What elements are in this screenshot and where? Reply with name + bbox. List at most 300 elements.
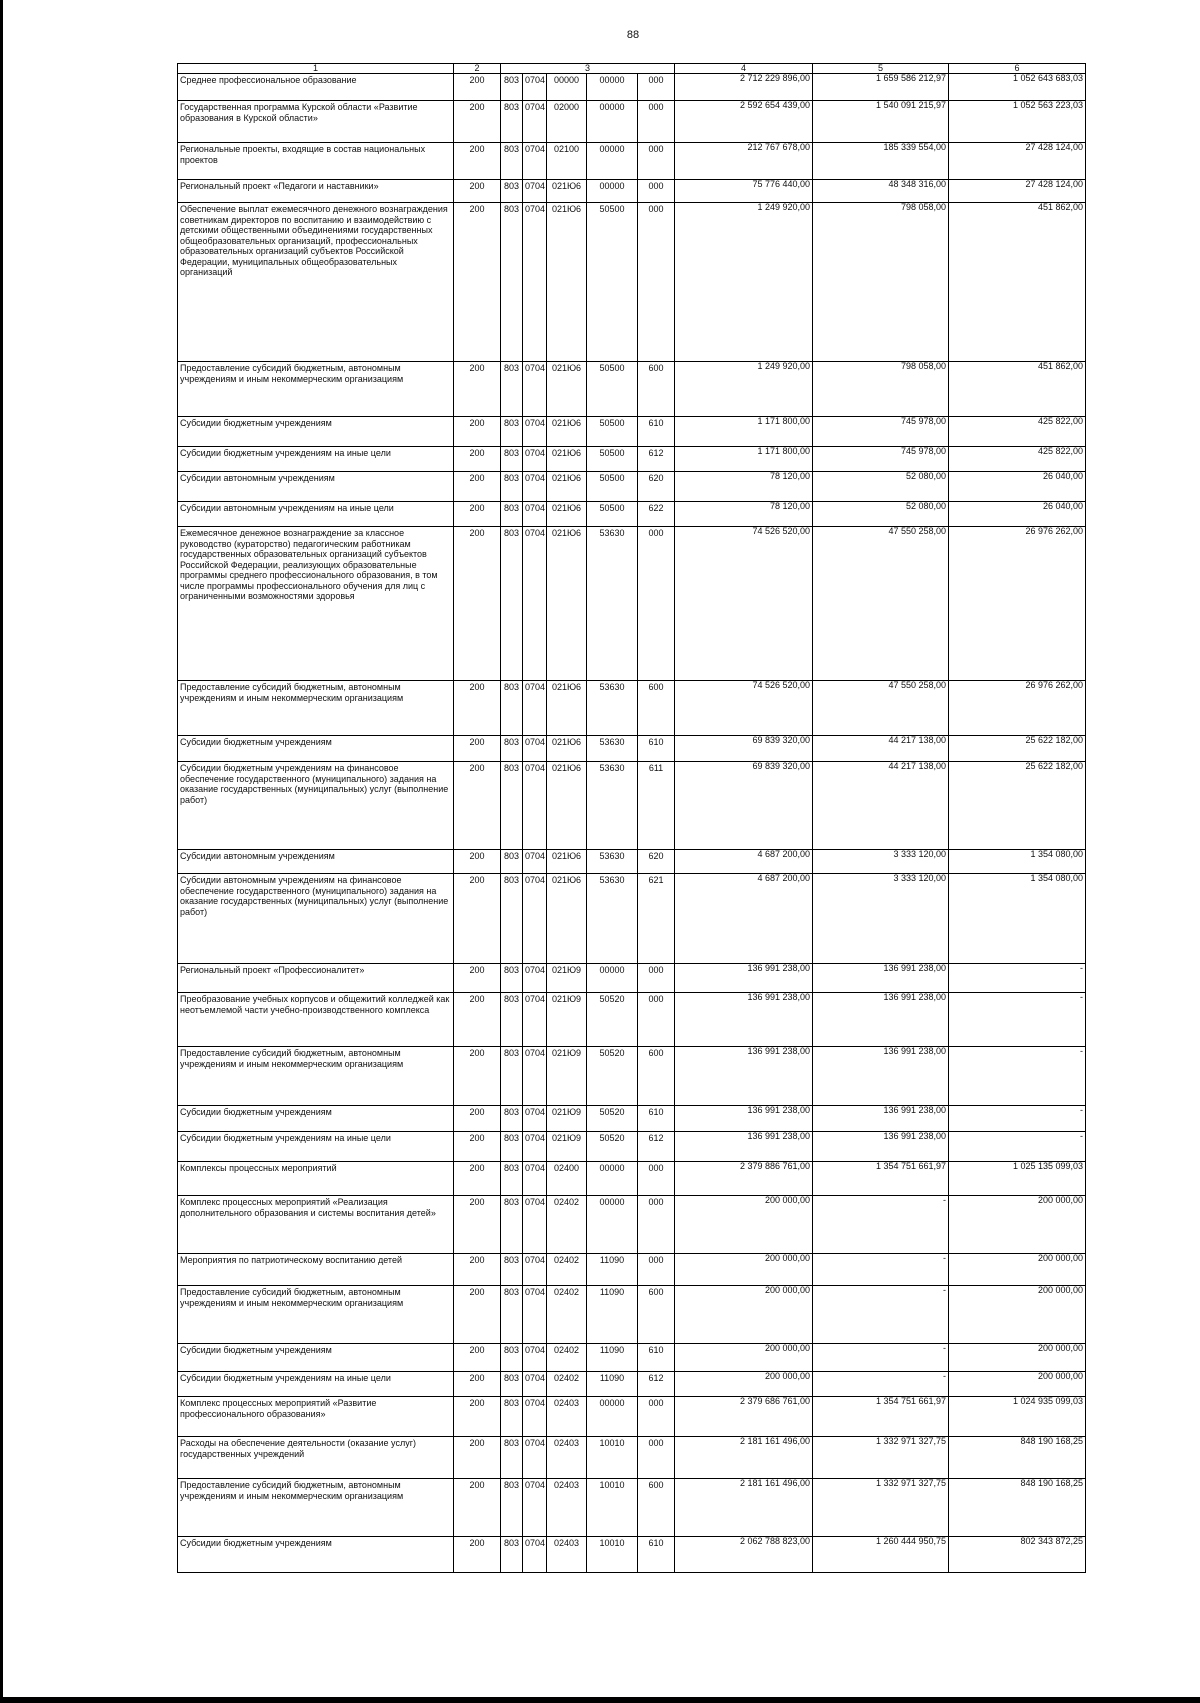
- amount-col5-value: 798 058,00: [900, 202, 947, 212]
- amount-col6-value: 1 052 563 223,03: [1012, 100, 1084, 110]
- amount-col4-value: 2 181 161 496,00: [739, 1478, 811, 1488]
- code-expense-type: 600: [638, 1047, 675, 1106]
- row-title: Мероприятия по патриотическому воспитанию детей: [178, 1254, 454, 1286]
- table-row: [178, 874, 1086, 964]
- code-direction: 11090: [587, 1254, 638, 1286]
- amount-col5-value: 136 991 238,00: [883, 1105, 947, 1115]
- code-admin: 803: [501, 417, 523, 447]
- amount-col5-value: 1 260 444 950,75: [875, 1536, 947, 1546]
- amount-col4: [675, 736, 813, 762]
- row-title: Региональный проект «Педагоги и наставники»: [178, 180, 454, 203]
- table-row: [178, 203, 1086, 362]
- code-expense-type: 612: [638, 1132, 675, 1162]
- code-section: 0704: [523, 362, 547, 417]
- code-col2: 200: [454, 964, 501, 993]
- table-row: [178, 472, 1086, 502]
- amount-col5-value: 1 332 971 327,75: [875, 1436, 947, 1446]
- code-section: 0704: [523, 1286, 547, 1344]
- amount-col6-value: 26 040,00: [1042, 501, 1084, 511]
- code-expense-type: 612: [638, 447, 675, 472]
- code-section: 0704: [523, 502, 547, 527]
- code-col2: 200: [454, 362, 501, 417]
- amount-col4: [675, 1372, 813, 1397]
- table-row: [178, 1479, 1086, 1537]
- code-direction: 00000: [587, 1162, 638, 1196]
- amount-col6: [949, 1196, 1086, 1254]
- amount-col6: [949, 74, 1086, 101]
- amount-col4: [675, 74, 813, 101]
- amount-col6: [949, 362, 1086, 417]
- amount-col5: [813, 1132, 949, 1162]
- amount-col4-value: 136 991 238,00: [747, 963, 811, 973]
- code-direction: 50520: [587, 1132, 638, 1162]
- amount-col4: [675, 874, 813, 964]
- amount-col6-value: 1 052 643 683,03: [1012, 73, 1084, 83]
- table-row: [178, 1344, 1086, 1372]
- code-program: 00000: [547, 74, 587, 101]
- amount-col5: [813, 1254, 949, 1286]
- table-row: [178, 850, 1086, 874]
- code-expense-type: 000: [638, 1162, 675, 1196]
- code-expense-type: 600: [638, 362, 675, 417]
- code-col2: 200: [454, 1132, 501, 1162]
- amount-col6-value: 425 822,00: [1037, 416, 1084, 426]
- amount-col5-value: 136 991 238,00: [883, 963, 947, 973]
- amount-col6-value: 26 976 262,00: [1025, 526, 1084, 536]
- row-title: Субсидии бюджетным учреждениям на финансовое обеспечение государственного (муниципального) задания на оказание государственных (муниципальных) услуг (выполнение работ): [178, 762, 454, 850]
- row-title: Обеспечение выплат ежемесячного денежного вознаграждения советникам директоров по воспитанию и взаимодействию с детскими общественными объединениями государственных общеобразовательных организаций, профессиональных образовательных организаций субъектов Российской Федерации, муниципальных общеобразовательных организаций: [178, 203, 454, 362]
- amount-col6-value: 200 000,00: [1037, 1371, 1084, 1381]
- code-section: 0704: [523, 74, 547, 101]
- amount-col4-value: 136 991 238,00: [747, 992, 811, 1002]
- row-title: Субсидии бюджетным учреждениям: [178, 1344, 454, 1372]
- code-col2: 200: [454, 502, 501, 527]
- amount-col4-value: 75 776 440,00: [752, 179, 811, 189]
- code-direction: 00000: [587, 143, 638, 180]
- code-section: 0704: [523, 1344, 547, 1372]
- amount-col5: [813, 1196, 949, 1254]
- amount-col6-value: -: [1080, 1131, 1084, 1141]
- table-row: [178, 1047, 1086, 1106]
- code-admin: 803: [501, 1397, 523, 1437]
- amount-col5-value: 136 991 238,00: [883, 1046, 947, 1056]
- code-direction: 50520: [587, 1047, 638, 1106]
- amount-col5: [813, 417, 949, 447]
- table-row: [178, 1254, 1086, 1286]
- amount-col4-value: 74 526 520,00: [752, 680, 811, 690]
- amount-col6: [949, 180, 1086, 203]
- amount-col5: [813, 1344, 949, 1372]
- code-program: 021Ю9: [547, 1047, 587, 1106]
- amount-col4-value: 1 171 800,00: [757, 416, 811, 426]
- row-title: Среднее профессиональное образование: [178, 74, 454, 101]
- code-section: 0704: [523, 1372, 547, 1397]
- amount-col5: [813, 362, 949, 417]
- amount-col6-value: 200 000,00: [1037, 1285, 1084, 1295]
- amount-col6-value: -: [1080, 963, 1084, 973]
- code-col2: 200: [454, 850, 501, 874]
- code-col2: 200: [454, 527, 501, 681]
- amount-col5: [813, 1537, 949, 1573]
- code-col2: 200: [454, 1196, 501, 1254]
- column-header: 1: [178, 64, 454, 74]
- amount-col5: [813, 1286, 949, 1344]
- column-header: 3: [501, 64, 675, 74]
- amount-col4-value: 136 991 238,00: [747, 1046, 811, 1056]
- amount-col4-value: 200 000,00: [764, 1195, 811, 1205]
- code-direction: 53630: [587, 850, 638, 874]
- row-title: Ежемесячное денежное вознаграждение за классное руководство (кураторство) педагогическим работникам государственных образовательных организаций субъектов Российской Федерации, реализующих образовательные программы среднего профессионального образования, в том числе программы профессионального обучения для лиц с ограниченными возможностями здоровья: [178, 527, 454, 681]
- row-title: Региональные проекты, входящие в состав национальных проектов: [178, 143, 454, 180]
- amount-col4: [675, 1106, 813, 1132]
- column-header: 5: [813, 64, 949, 74]
- row-title: Субсидии автономным учреждениям: [178, 472, 454, 502]
- row-title: Государственная программа Курской области «Развитие образования в Курской области»: [178, 101, 454, 143]
- table-row: [178, 143, 1086, 180]
- table-row: [178, 681, 1086, 736]
- code-direction: 11090: [587, 1372, 638, 1397]
- amount-col4: [675, 1254, 813, 1286]
- amount-col4-value: 1 171 800,00: [757, 446, 811, 456]
- amount-col4-value: 212 767 678,00: [747, 142, 811, 152]
- amount-col5: [813, 1372, 949, 1397]
- code-col2: 200: [454, 1537, 501, 1573]
- amount-col5-value: 52 080,00: [905, 471, 947, 481]
- code-program: 021Ю9: [547, 964, 587, 993]
- row-title: Субсидии бюджетным учреждениям: [178, 1106, 454, 1132]
- table-row: [178, 993, 1086, 1047]
- table-row: [178, 1537, 1086, 1573]
- code-direction: 00000: [587, 74, 638, 101]
- row-title: Комплекс процессных мероприятий «Развитие профессионального образования»: [178, 1397, 454, 1437]
- amount-col4-value: 69 839 320,00: [752, 735, 811, 745]
- row-title: Субсидии бюджетным учреждениям: [178, 417, 454, 447]
- code-program: 021Ю6: [547, 762, 587, 850]
- code-program: 021Ю6: [547, 472, 587, 502]
- amount-col5: [813, 203, 949, 362]
- code-section: 0704: [523, 681, 547, 736]
- row-title: Субсидии автономным учреждениям на финансовое обеспечение государственного (муниципального) задания на оказание государственных (муниципальных) услуг (выполнение работ): [178, 874, 454, 964]
- amount-col4-value: 74 526 520,00: [752, 526, 811, 536]
- code-section: 0704: [523, 472, 547, 502]
- table-row: [178, 1106, 1086, 1132]
- table-row: [178, 180, 1086, 203]
- code-section: 0704: [523, 850, 547, 874]
- amount-col5: [813, 447, 949, 472]
- amount-col4: [675, 1132, 813, 1162]
- amount-col4: [675, 1437, 813, 1479]
- amount-col4-value: 4 687 200,00: [757, 873, 811, 883]
- table-row: [178, 1162, 1086, 1196]
- code-col2: 200: [454, 681, 501, 736]
- code-expense-type: 000: [638, 964, 675, 993]
- code-admin: 803: [501, 964, 523, 993]
- amount-col5-value: 47 550 258,00: [888, 526, 947, 536]
- amount-col5-value: 47 550 258,00: [888, 680, 947, 690]
- code-program: 02402: [547, 1196, 587, 1254]
- code-section: 0704: [523, 1106, 547, 1132]
- code-program: 021Ю6: [547, 874, 587, 964]
- amount-col4: [675, 1537, 813, 1573]
- amount-col4-value: 1 249 920,00: [757, 202, 811, 212]
- amount-col4-value: 2 181 161 496,00: [739, 1436, 811, 1446]
- code-program: 021Ю9: [547, 1106, 587, 1132]
- amount-col6-value: 848 190 168,25: [1020, 1436, 1084, 1446]
- code-col2: 200: [454, 472, 501, 502]
- amount-col4: [675, 101, 813, 143]
- code-section: 0704: [523, 143, 547, 180]
- amount-col6: [949, 1106, 1086, 1132]
- code-admin: 803: [501, 143, 523, 180]
- code-program: 021Ю6: [547, 681, 587, 736]
- code-direction: 53630: [587, 762, 638, 850]
- code-section: 0704: [523, 1162, 547, 1196]
- amount-col4: [675, 143, 813, 180]
- amount-col6-value: 1 025 135 099,03: [1012, 1161, 1084, 1171]
- code-program: 021Ю6: [547, 527, 587, 681]
- code-direction: 50500: [587, 203, 638, 362]
- row-title: Субсидии бюджетным учреждениям на иные цели: [178, 1132, 454, 1162]
- code-expense-type: 600: [638, 1479, 675, 1537]
- amount-col5-value: -: [943, 1371, 947, 1381]
- amount-col5: [813, 736, 949, 762]
- code-col2: 200: [454, 1162, 501, 1196]
- code-program: 021Ю6: [547, 180, 587, 203]
- code-col2: 200: [454, 1372, 501, 1397]
- amount-col6-value: 26 976 262,00: [1025, 680, 1084, 690]
- code-direction: 50520: [587, 1106, 638, 1132]
- code-program: 021Ю6: [547, 417, 587, 447]
- code-section: 0704: [523, 1397, 547, 1437]
- code-admin: 803: [501, 1537, 523, 1573]
- code-direction: 50520: [587, 993, 638, 1047]
- amount-col6-value: -: [1080, 1105, 1084, 1115]
- code-col2: 200: [454, 143, 501, 180]
- table-row: [178, 417, 1086, 447]
- row-title: Субсидии бюджетным учреждениям на иные цели: [178, 447, 454, 472]
- code-section: 0704: [523, 527, 547, 681]
- code-col2: 200: [454, 874, 501, 964]
- code-direction: 00000: [587, 964, 638, 993]
- row-title: Субсидии автономным учреждениям на иные цели: [178, 502, 454, 527]
- amount-col5-value: -: [943, 1253, 947, 1263]
- amount-col4-value: 2 379 886 761,00: [739, 1161, 811, 1171]
- amount-col6-value: 25 622 182,00: [1025, 761, 1084, 771]
- row-title: Преобразование учебных корпусов и общежитий колледжей как неотъемлемой части учебно-производственного комплекса: [178, 993, 454, 1047]
- amount-col4: [675, 417, 813, 447]
- table-row: [178, 736, 1086, 762]
- code-expense-type: 000: [638, 527, 675, 681]
- amount-col4: [675, 964, 813, 993]
- amount-col6-value: 27 428 124,00: [1025, 142, 1084, 152]
- amount-col6-value: 200 000,00: [1037, 1343, 1084, 1353]
- amount-col4-value: 200 000,00: [764, 1343, 811, 1353]
- code-program: 02403: [547, 1437, 587, 1479]
- amount-col6: [949, 993, 1086, 1047]
- budget-table: [177, 63, 1086, 1573]
- code-section: 0704: [523, 1537, 547, 1573]
- code-col2: 200: [454, 1479, 501, 1537]
- code-expense-type: 620: [638, 850, 675, 874]
- amount-col6: [949, 1132, 1086, 1162]
- code-program: 021Ю6: [547, 203, 587, 362]
- table-row: [178, 101, 1086, 143]
- code-admin: 803: [501, 101, 523, 143]
- code-expense-type: 000: [638, 101, 675, 143]
- code-direction: 53630: [587, 681, 638, 736]
- amount-col6: [949, 1254, 1086, 1286]
- code-program: 021Ю6: [547, 447, 587, 472]
- amount-col5-value: 1 659 586 212,97: [875, 73, 947, 83]
- code-col2: 200: [454, 203, 501, 362]
- amount-col5-value: 136 991 238,00: [883, 992, 947, 1002]
- code-program: 021Ю6: [547, 362, 587, 417]
- code-program: 02402: [547, 1344, 587, 1372]
- amount-col4-value: 136 991 238,00: [747, 1105, 811, 1115]
- amount-col5: [813, 472, 949, 502]
- amount-col6: [949, 1344, 1086, 1372]
- row-title: Субсидии автономным учреждениям: [178, 850, 454, 874]
- code-program: 021Ю6: [547, 736, 587, 762]
- code-col2: 200: [454, 1254, 501, 1286]
- code-direction: 53630: [587, 736, 638, 762]
- amount-col5: [813, 1397, 949, 1437]
- table-row: [178, 1286, 1086, 1344]
- table-row: [178, 1132, 1086, 1162]
- amount-col5: [813, 762, 949, 850]
- code-col2: 200: [454, 74, 501, 101]
- amount-col6: [949, 1537, 1086, 1573]
- code-admin: 803: [501, 1047, 523, 1106]
- amount-col5: [813, 143, 949, 180]
- code-admin: 803: [501, 362, 523, 417]
- code-admin: 803: [501, 74, 523, 101]
- code-expense-type: 610: [638, 1106, 675, 1132]
- table-row: [178, 1397, 1086, 1437]
- amount-col5: [813, 101, 949, 143]
- code-section: 0704: [523, 1254, 547, 1286]
- code-expense-type: 000: [638, 1437, 675, 1479]
- code-direction: 10010: [587, 1537, 638, 1573]
- table-row: [178, 1372, 1086, 1397]
- code-expense-type: 000: [638, 1397, 675, 1437]
- code-admin: 803: [501, 180, 523, 203]
- row-title: Предоставление субсидий бюджетным, автономным учреждениям и иным некоммерческим организациям: [178, 362, 454, 417]
- row-title: Субсидии бюджетным учреждениям на иные цели: [178, 1372, 454, 1397]
- amount-col4: [675, 362, 813, 417]
- amount-col4-value: 78 120,00: [769, 471, 811, 481]
- amount-col5-value: 185 339 554,00: [883, 142, 947, 152]
- scan-left-border: [0, 0, 3, 1703]
- code-admin: 803: [501, 1286, 523, 1344]
- amount-col4: [675, 762, 813, 850]
- code-section: 0704: [523, 1479, 547, 1537]
- amount-col6-value: 848 190 168,25: [1020, 1478, 1084, 1488]
- code-expense-type: 610: [638, 417, 675, 447]
- amount-col5-value: 745 978,00: [900, 446, 947, 456]
- amount-col6-value: 802 343 872,25: [1020, 1536, 1084, 1546]
- code-col2: 200: [454, 993, 501, 1047]
- amount-col6: [949, 1047, 1086, 1106]
- code-section: 0704: [523, 203, 547, 362]
- amount-col6-value: 200 000,00: [1037, 1195, 1084, 1205]
- code-direction: 50500: [587, 417, 638, 447]
- row-title: Расходы на обеспечение деятельности (оказание услуг) государственных учреждений: [178, 1437, 454, 1479]
- code-col2: 200: [454, 101, 501, 143]
- amount-col4: [675, 472, 813, 502]
- code-admin: 803: [501, 1132, 523, 1162]
- code-program: 02402: [547, 1254, 587, 1286]
- code-section: 0704: [523, 736, 547, 762]
- amount-col5: [813, 1437, 949, 1479]
- code-expense-type: 612: [638, 1372, 675, 1397]
- code-expense-type: 610: [638, 1537, 675, 1573]
- amount-col4-value: 69 839 320,00: [752, 761, 811, 771]
- code-program: 02402: [547, 1286, 587, 1344]
- code-direction: 50500: [587, 362, 638, 417]
- amount-col4: [675, 502, 813, 527]
- code-section: 0704: [523, 964, 547, 993]
- amount-col6: [949, 203, 1086, 362]
- code-program: 021Ю6: [547, 502, 587, 527]
- row-title: Предоставление субсидий бюджетным, автономным учреждениям и иным некоммерческим организациям: [178, 1286, 454, 1344]
- amount-col6: [949, 681, 1086, 736]
- code-expense-type: 000: [638, 180, 675, 203]
- code-col2: 200: [454, 1047, 501, 1106]
- code-col2: 200: [454, 736, 501, 762]
- table-row: [178, 74, 1086, 101]
- code-program: 021Ю6: [547, 850, 587, 874]
- code-col2: 200: [454, 1344, 501, 1372]
- code-direction: 50500: [587, 472, 638, 502]
- amount-col5-value: 44 217 138,00: [888, 735, 947, 745]
- amount-col5: [813, 527, 949, 681]
- table-row: [178, 762, 1086, 850]
- code-section: 0704: [523, 874, 547, 964]
- amount-col5: [813, 993, 949, 1047]
- amount-col6-value: 1 354 080,00: [1030, 873, 1084, 883]
- amount-col6: [949, 1286, 1086, 1344]
- amount-col6: [949, 762, 1086, 850]
- amount-col4-value: 1 249 920,00: [757, 361, 811, 371]
- code-expense-type: 610: [638, 736, 675, 762]
- row-title: Субсидии бюджетным учреждениям: [178, 1537, 454, 1573]
- amount-col4-value: 4 687 200,00: [757, 849, 811, 859]
- amount-col5: [813, 964, 949, 993]
- amount-col5: [813, 874, 949, 964]
- code-expense-type: 000: [638, 203, 675, 362]
- code-expense-type: 000: [638, 143, 675, 180]
- code-col2: 200: [454, 1397, 501, 1437]
- code-direction: 11090: [587, 1344, 638, 1372]
- amount-col5: [813, 1162, 949, 1196]
- column-header: 6: [949, 64, 1086, 74]
- table-row: [178, 447, 1086, 472]
- code-expense-type: 610: [638, 1344, 675, 1372]
- amount-col5-value: 3 333 120,00: [893, 873, 947, 883]
- code-direction: 00000: [587, 1397, 638, 1437]
- amount-col5-value: 48 348 316,00: [888, 179, 947, 189]
- amount-col4: [675, 1047, 813, 1106]
- code-admin: 803: [501, 1106, 523, 1132]
- amount-col5-value: 1 540 091 215,97: [875, 100, 947, 110]
- code-admin: 803: [501, 681, 523, 736]
- code-direction: 10010: [587, 1437, 638, 1479]
- amount-col6-value: 27 428 124,00: [1025, 179, 1084, 189]
- amount-col6-value: 451 862,00: [1037, 202, 1084, 212]
- code-section: 0704: [523, 1132, 547, 1162]
- code-col2: 200: [454, 1286, 501, 1344]
